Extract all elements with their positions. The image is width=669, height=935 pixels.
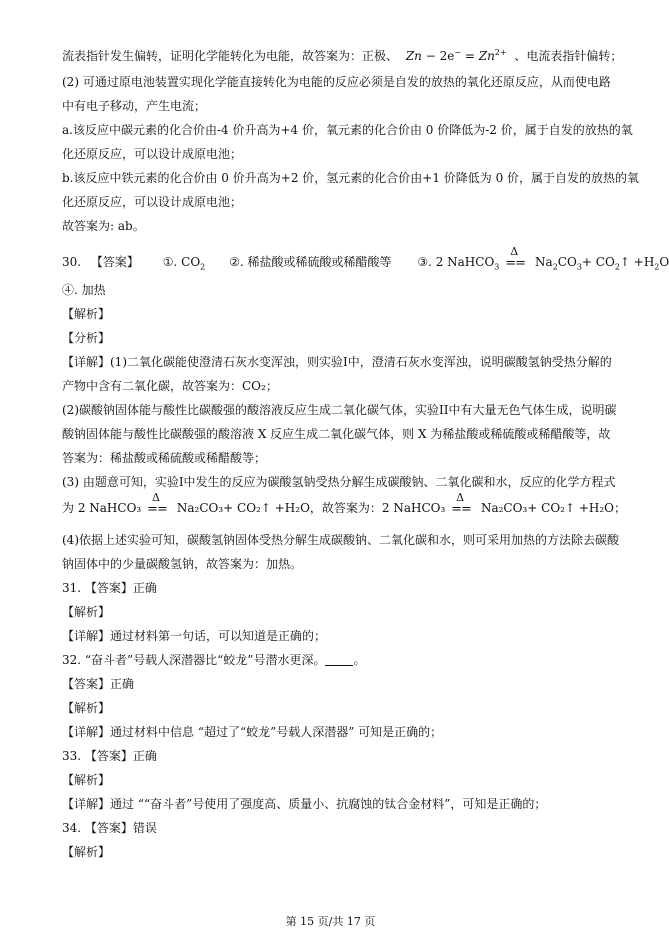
heat-condition-icon: Δ == xyxy=(505,245,526,271)
question-number: 30. xyxy=(62,255,82,269)
text-line: ④. 加热 xyxy=(62,283,106,297)
text-line: 故答案为: ab。 xyxy=(62,219,145,233)
q30-answer-line xyxy=(62,245,669,272)
text-line: 答案为：稀盐酸或稀硫酸或稀醋酸等； xyxy=(62,451,267,465)
text-segment: 、电流表指针偏转； xyxy=(514,49,623,63)
text-line: 【详解】通过材料中信息 “超过了“蛟龙”号载人深潜器” 可知是正确的； xyxy=(62,725,443,739)
text-line: 【解析】 xyxy=(62,701,111,715)
heat-condition-icon: Δ == xyxy=(451,491,471,517)
text-line: 33. 【答案】正确 xyxy=(62,749,157,763)
text-line: a.该反应中碳元素的化合价由-4 价升高为+4 价，氧元素的化合价由 0 价降低为-2 价，属于自发的放热的氧 xyxy=(62,123,633,137)
text-line: 【详解】通过 ““奋斗者”号使用了强度高、质量小、抗腐蚀的钛合金材料”，可知是正确的； xyxy=(62,797,547,811)
text-line: (4)依据上述实验可知，碳酸氢钠固体受热分解生成碳酸钠、二氧化碳和水，则可采用加热的方法除去碳酸 xyxy=(62,533,620,547)
answer-part-3: ③. 2 NaHCO$_3$ Δ == $Na_2CO_3+$ $CO_2↑ +H_2O$ xyxy=(417,245,669,272)
text-line: 【解析】 xyxy=(62,605,111,619)
text-line: (2)碳酸钠固体能与酸性比碳酸强的酸溶液反应生成二氧化碳气体，实验II中有大量无色气体生成，说明碳 xyxy=(62,403,617,417)
text-line: 【解析】 xyxy=(62,845,111,859)
answer-tag: 【答案】 xyxy=(90,255,139,269)
text-line: 产物中含有二氧化碳，故答案为：CO₂； xyxy=(62,379,278,393)
text-line: 32. “奋斗者”号载人深潜器比“蛟龙”号潜水更深。 。 xyxy=(62,653,366,667)
text-line: 31. 【答案】正确 xyxy=(62,581,157,595)
heat-condition-icon: Δ == xyxy=(147,491,167,517)
text-line: 【解析】 xyxy=(62,307,111,321)
text-line: 酸钠固体能与酸性比碳酸强的酸溶液 X 反应生成二氧化碳气体，则 X 为稀盐酸或稀硫酸或稀醋酸等，故 xyxy=(62,427,611,441)
text-line: 【答案】正确 xyxy=(62,677,135,691)
text-line: b.该反应中铁元素的化合价由 0 价升高为+2 价，氢元素的化合价由+1 价降低为 0 价，属于自发的放热的氧 xyxy=(62,171,640,185)
text-line: 化还原反应，可以设计成原电池； xyxy=(62,195,243,209)
fill-blank xyxy=(325,655,353,666)
equation-line: 为 2 NaHCO₃ Δ == Na₂CO₃+ CO₂↑ +H₂O，故答案为：2 NaHCO₃ Δ == Na₂CO₃+ CO₂↑ +H₂O； xyxy=(62,491,627,517)
text-line: 【详解】通过材料第一句话，可以知道是正确的； xyxy=(62,629,327,643)
formula-zn: $Zn - 2e^- = Zn^{2+}$ xyxy=(405,48,507,63)
text-line: (3) 由题意可知，实验I中发生的反应为碳酸氢钠受热分解生成碳酸钠、二氧化碳和水，反应的化学方程式 xyxy=(62,475,616,489)
text-line: (2) 可通过原电池装置实现化学能直接转化为电能的反应必须是自发的放热的氧化还原反应，从而使电路 xyxy=(62,75,611,89)
text-line: 中有电子移动，产生电流； xyxy=(62,99,207,113)
text-line: 【详解】(1)二氧化碳能使澄清石灰水变浑浊，则实验I中，澄清石灰水变浑浊，说明碳酸氢钠受热分解的 xyxy=(62,355,612,369)
answer-part-1: ①. $CO_2$ xyxy=(162,255,206,272)
text-segment: 流表指针发生偏转，证明化学能转化为电能，故答案为：正极、 xyxy=(62,49,399,63)
page-footer: 第 15 页/共 17 页 xyxy=(285,915,376,928)
text-line: 【分析】 xyxy=(62,331,111,345)
answer-part-2: ②. 稀盐酸或稀硫酸或稀醋酸等 xyxy=(229,255,392,269)
text-line xyxy=(62,48,622,64)
text-line: 化还原反应，可以设计成原电池； xyxy=(62,147,243,161)
text-line: 34. 【答案】错误 xyxy=(62,821,157,835)
text-line: 【解析】 xyxy=(62,773,111,787)
text-line: 钠固体中的少量碳酸氢钠，故答案为：加热。 xyxy=(62,557,303,571)
